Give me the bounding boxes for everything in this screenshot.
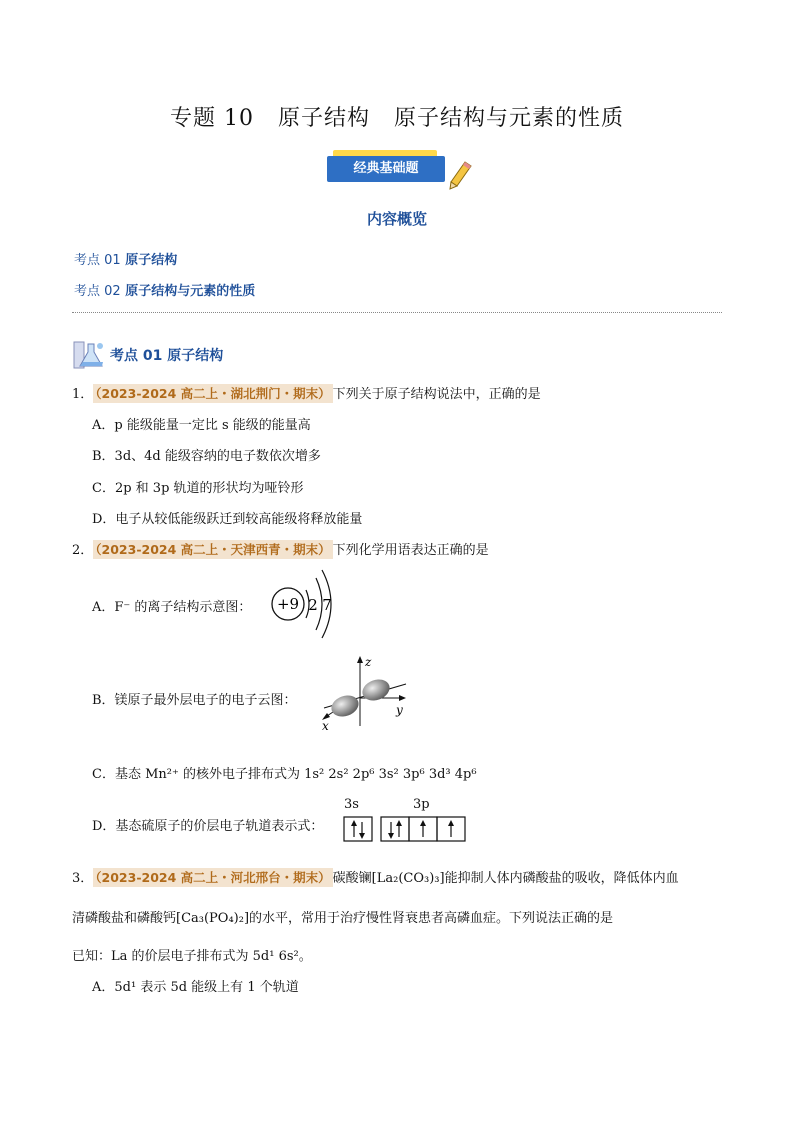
title-topic-number: 专题 10 xyxy=(169,106,254,131)
question-source-tag: （2023-2024 高二上・河北邢台・期末） xyxy=(95,870,331,885)
question-2 xyxy=(72,539,489,558)
question-stem-line-3: 已知：La 的价层电子排布式为 5d¹ 6s²。 xyxy=(72,949,312,964)
dotted-divider xyxy=(72,312,722,313)
question-stem-line-2: 清磷酸盐和磷酸钙[Ca₃(PO₄)₂]的水平，常用于治疗慢性肾衰患者高磷血症。下列说法正确的是 xyxy=(72,911,614,926)
question-stem-line-1: 碳酸镧[La₂(CO₃)₃]能抑制人体内磷酸盐的吸收，降低体内血 xyxy=(332,871,679,886)
toc-item-number: 考点 02 xyxy=(74,284,121,299)
question-source-tag: （2023-2024 高二上・湖北荆门・期末） xyxy=(95,386,331,401)
orbital-diagram xyxy=(343,815,469,845)
page-title xyxy=(0,101,794,132)
title-topic-name: 原子结构 xyxy=(277,106,370,131)
title-subtitle: 原子结构与元素的性质 xyxy=(394,106,625,131)
nucleus-charge: +9 xyxy=(276,595,300,613)
q2-option-a[interactable]: A．F⁻ 的离子结构示意图： xyxy=(92,600,252,615)
question-source-tag: （2023-2024 高二上・天津西青・期末） xyxy=(95,542,331,557)
question-1 xyxy=(72,383,541,402)
toc-item-2[interactable] xyxy=(74,280,255,299)
axis-z-label: z xyxy=(365,655,372,669)
content-overview-heading: 内容概览 xyxy=(366,210,427,228)
question-number: 3． xyxy=(72,871,94,886)
axis-x-label: x xyxy=(322,719,329,730)
toc-item-label: 原子结构 xyxy=(125,253,178,268)
q2-option-b[interactable]: B．镁原子最外层电子的电子云图： xyxy=(92,693,297,708)
q1-option-d[interactable]: D．电子从较低能级跃迁到较高能级将释放能量 xyxy=(92,512,363,527)
p-orbital-cloud-diagram xyxy=(318,654,410,730)
question-stem: 下列化学用语表达正确的是 xyxy=(332,543,489,558)
question-stem: 下列关于原子结构说法中，正确的是 xyxy=(332,387,541,402)
q1-option-b[interactable]: B．3d、4d 能级容纳的电子数依次增多 xyxy=(92,449,321,464)
q2-option-d[interactable]: D．基态硫原子的价层电子轨道表示式： xyxy=(92,819,324,834)
pencil-icon xyxy=(447,160,473,190)
shell-2-electrons: 7 xyxy=(322,596,332,614)
section-label: 原子结构 xyxy=(167,348,224,364)
question-number: 2． xyxy=(72,543,94,558)
question-number: 1． xyxy=(72,387,94,402)
q1-option-a[interactable]: A．p 能级能量一定比 s 能级的能量高 xyxy=(92,418,311,433)
toc-item-1[interactable] xyxy=(74,249,177,268)
badge-label: 经典基础题 xyxy=(327,156,445,182)
q1-option-c[interactable]: C．2p 和 3p 轨道的形状均为哑铃形 xyxy=(92,481,304,496)
ion-structure-diagram xyxy=(268,568,344,640)
q3-option-a[interactable]: A．5d¹ 表示 5d 能级上有 1 个轨道 xyxy=(92,980,299,995)
q2-option-c[interactable]: C．基态 Mn²⁺ 的核外电子排布式为 1s² 2s² 2p⁶ 3s² 3p⁶ 3d³ 4p⁶ xyxy=(92,767,477,782)
flask-icon xyxy=(72,338,106,370)
axis-y-label: y xyxy=(396,703,403,717)
shell-1-electrons: 2 xyxy=(308,596,318,614)
section-number: 考点 01 xyxy=(110,348,163,364)
label-3s: 3s xyxy=(344,797,359,812)
label-3p: 3p xyxy=(413,797,430,812)
section-title xyxy=(110,345,223,365)
toc-item-label: 原子结构与元素的性质 xyxy=(125,284,256,299)
category-badge xyxy=(327,148,477,192)
toc-item-number: 考点 01 xyxy=(74,253,121,268)
question-3 xyxy=(72,867,679,886)
